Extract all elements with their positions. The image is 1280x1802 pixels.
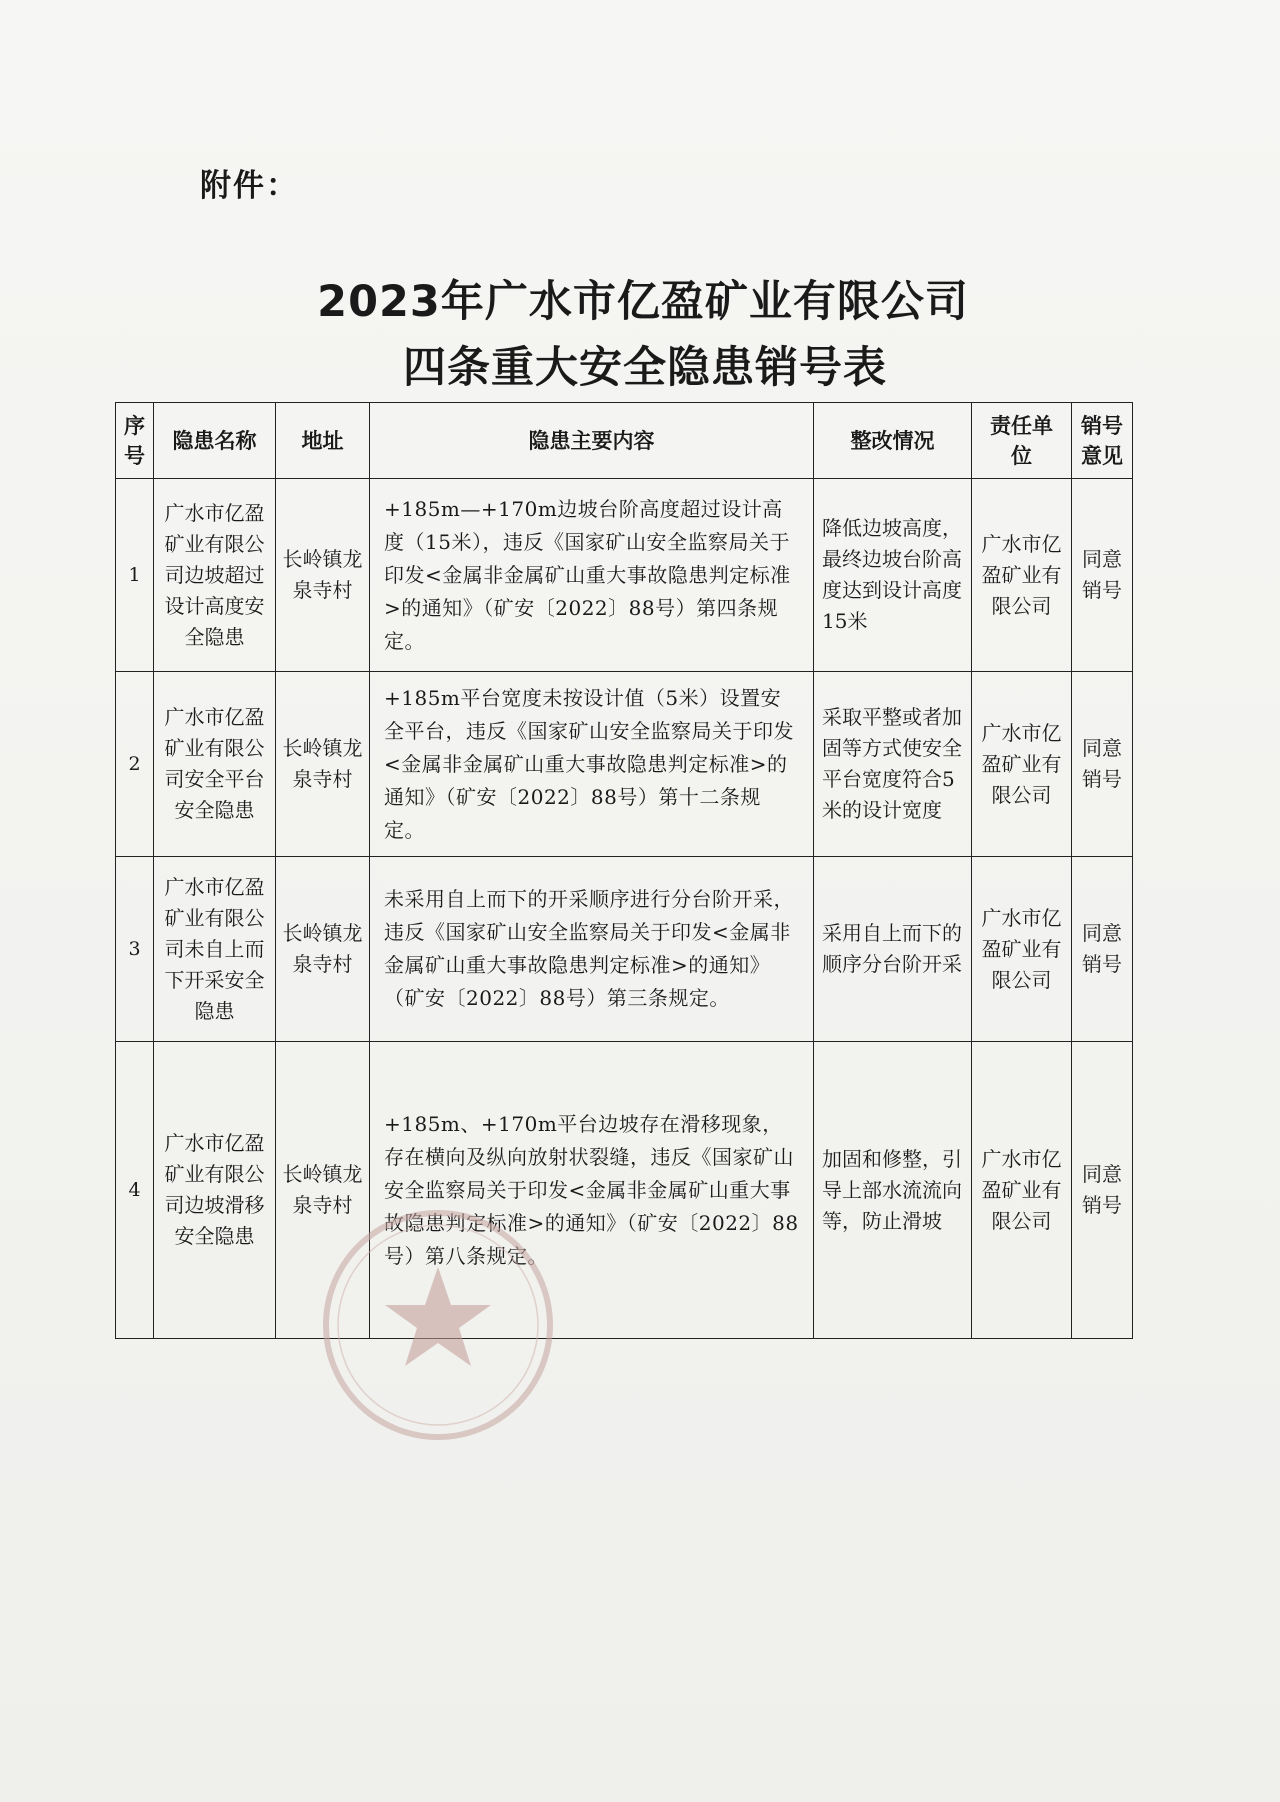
row-rectification: 降低边坡高度，最终边坡台阶高度达到设计高度15米 [814, 479, 972, 672]
header-hazard-name: 隐患名称 [154, 403, 276, 479]
row-main-content: 未采用自上而下的开采顺序进行分台阶开采，违反《国家矿山安全监察局关于印发<金属非金属矿山重大事故隐患判定标准>的通知》（矿安〔2022〕88号）第三条规定。 [370, 857, 814, 1042]
row-cancellation-opinion: 同意销号 [1072, 1042, 1133, 1339]
row-index: 3 [116, 857, 154, 1042]
header-cancellation-opinion: 销号意见 [1072, 403, 1133, 479]
document-title-line1: 2023年广水市亿盈矿业有限公司 [317, 277, 969, 327]
row-address: 长岭镇龙泉寺村 [276, 479, 370, 672]
row-main-content: +185m、+170m平台边坡存在滑移现象，存在横向及纵向放射状裂缝，违反《国家矿山安全监察局关于印发<金属非金属矿山重大事故隐患判定标准>的通知》（矿安〔2022〕88号）第八条规定。 [370, 1042, 814, 1339]
header-address: 地址 [276, 403, 370, 479]
attachment-label: 附件： [200, 168, 299, 204]
row-cancellation-opinion: 同意销号 [1072, 857, 1133, 1042]
row-rectification: 采用自上而下的顺序分台阶开采 [814, 857, 972, 1042]
header-index: 序号 [116, 403, 154, 479]
row-cancellation-opinion: 同意销号 [1072, 479, 1133, 672]
document-title-line2: 四条重大安全隐患销号表 [403, 343, 887, 393]
row-address: 长岭镇龙泉寺村 [276, 1042, 370, 1339]
header-responsible-unit: 责任单位 [972, 403, 1072, 479]
row-responsible-unit: 广水市亿盈矿业有限公司 [972, 857, 1072, 1042]
table-row [116, 857, 1133, 1042]
row-hazard-name: 广水市亿盈矿业有限公司边坡超过设计高度安全隐患 [154, 479, 276, 672]
row-rectification: 采取平整或者加固等方式使安全平台宽度符合5米的设计宽度 [814, 672, 972, 857]
row-rectification: 加固和修整，引导上部水流流向等，防止滑坡 [814, 1042, 972, 1339]
row-hazard-name: 广水市亿盈矿业有限公司安全平台安全隐患 [154, 672, 276, 857]
row-responsible-unit: 广水市亿盈矿业有限公司 [972, 479, 1072, 672]
row-responsible-unit: 广水市亿盈矿业有限公司 [972, 1042, 1072, 1339]
row-hazard-name: 广水市亿盈矿业有限公司边坡滑移安全隐患 [154, 1042, 276, 1339]
row-index: 4 [116, 1042, 154, 1339]
row-hazard-name: 广水市亿盈矿业有限公司未自上而下开采安全隐患 [154, 857, 276, 1042]
row-cancellation-opinion: 同意销号 [1072, 672, 1133, 857]
header-main-content: 隐患主要内容 [370, 403, 814, 479]
header-rectification: 整改情况 [814, 403, 972, 479]
table-row [116, 479, 1133, 672]
table-header-row [116, 403, 1133, 479]
row-index: 1 [116, 479, 154, 672]
table-row [116, 1042, 1133, 1339]
row-main-content: +185m平台宽度未按设计值（5米）设置安全平台，违反《国家矿山安全监察局关于印发<金属非金属矿山重大事故隐患判定标准>的通知》（矿安〔2022〕88号）第十二条规定。 [370, 672, 814, 857]
row-responsible-unit: 广水市亿盈矿业有限公司 [972, 672, 1072, 857]
table-row [116, 672, 1133, 857]
row-index: 2 [116, 672, 154, 857]
row-main-content: +185m—+170m边坡台阶高度超过设计高度（15米），违反《国家矿山安全监察局关于印发<金属非金属矿山重大事故隐患判定标准>的通知》（矿安〔2022〕88号）第四条规定。 [370, 479, 814, 672]
row-address: 长岭镇龙泉寺村 [276, 672, 370, 857]
row-address: 长岭镇龙泉寺村 [276, 857, 370, 1042]
official-seal-stamp [318, 1205, 558, 1445]
hazard-cancellation-table [115, 402, 1133, 1339]
